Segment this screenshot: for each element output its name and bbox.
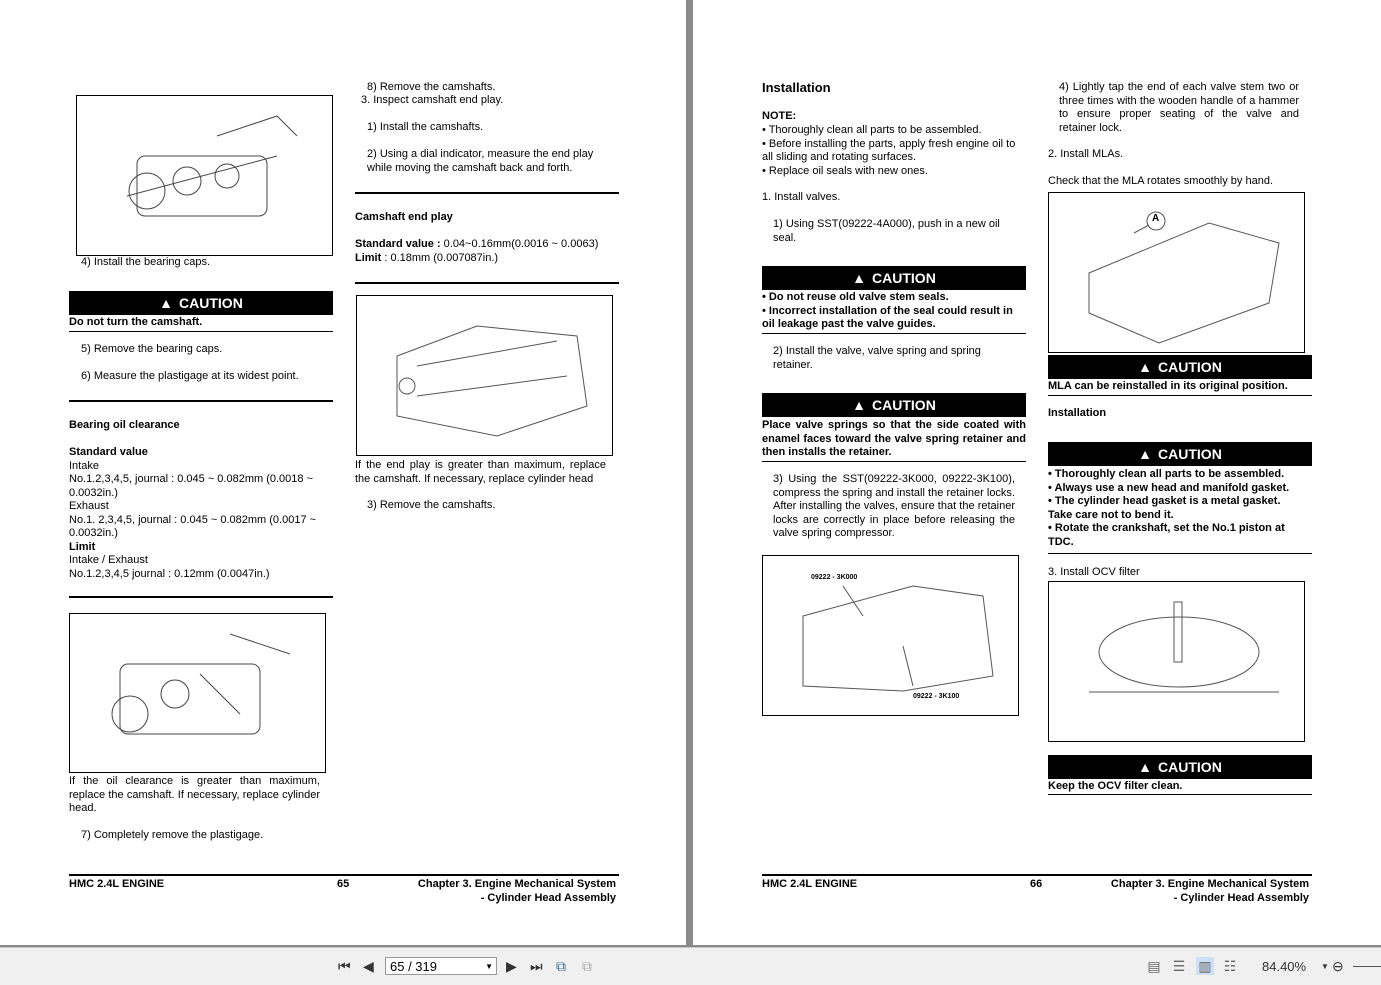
- divider: [69, 400, 333, 402]
- figure-label: A: [1152, 213, 1160, 224]
- divider: [1048, 553, 1312, 554]
- step-text: 8) Remove the camshafts.: [367, 81, 496, 93]
- figure-dial-indicator: [356, 295, 613, 456]
- zoom-out-icon[interactable]: ⊖: [1332, 958, 1344, 974]
- caution-banner: ▲ CAUTION: [1048, 355, 1312, 379]
- page-number-value: 65 / 319: [390, 959, 437, 974]
- spec-label: Intake / Exhaust: [69, 554, 148, 566]
- caution-banner: ▲ CAUTION: [1048, 755, 1312, 779]
- step-text: 2) Using a dial indicator, measure the end play while moving the camshaft back and forth.: [367, 148, 594, 174]
- paragraph: If the oil clearance is greater than maximum, replace the camshaft. If necessary, replace cylinder head.: [69, 775, 320, 814]
- paragraph: If the end play is greater than maximum, replace the camshaft. If necessary, replace cylinder head: [355, 459, 606, 485]
- spec-value: No.1.2,3,4,5, journal : 0.045 ~ 0.082mm (0.0018 ~ 0.0032in.): [69, 473, 313, 499]
- section-title: Installation: [1048, 407, 1107, 419]
- pdf-page-65: [0, 0, 686, 945]
- caution-line: • The cylinder head gasket is a metal gasket. Take care not to bend it.: [1048, 495, 1281, 521]
- last-page-icon[interactable]: ⏭: [530, 958, 543, 974]
- pdf-page-66: [693, 0, 1381, 945]
- page-number-input[interactable]: [385, 957, 497, 975]
- footer-chapter-line: Chapter 3. Engine Mechanical System: [1110, 878, 1309, 890]
- step-text: 1) Using SST(09222-4A000), push in a new oil seal.: [773, 218, 1000, 244]
- caution-line: • Always use a new head and manifold gasket.: [1048, 481, 1290, 494]
- caution-banner: ▲ CAUTION: [762, 393, 1026, 417]
- caution-line: • Thoroughly clean all parts to be assembled.: [1048, 468, 1285, 480]
- step-text: 4) Install the bearing caps.: [81, 256, 211, 268]
- caution-text: [762, 291, 1022, 332]
- continuous-view-icon[interactable]: ☰: [1172, 958, 1186, 974]
- step-text: 3. Install OCV filter: [1048, 566, 1140, 578]
- step-text: 1) Install the camshafts.: [367, 121, 484, 133]
- figure-label: 09222 - 3K000: [811, 574, 858, 581]
- divider: [1048, 395, 1312, 396]
- footer-chapter: [380, 877, 616, 905]
- single-page-view-icon[interactable]: ▤: [1147, 958, 1161, 974]
- step-text: 7) Completely remove the plastigage.: [81, 829, 264, 841]
- zoom-level[interactable]: 84.40%: [1262, 959, 1307, 974]
- spec-label: Exhaust: [69, 500, 109, 512]
- note-label: NOTE:: [762, 110, 797, 122]
- spec-label: Intake: [69, 459, 99, 472]
- caution-text: MLA can be reinstalled in its original position.: [1048, 380, 1288, 392]
- figure-valve-compressor: [762, 555, 1019, 716]
- caution-banner: ▲ CAUTION: [69, 291, 333, 315]
- zoom-dropdown-icon[interactable]: ▼: [1321, 962, 1329, 971]
- section-title: Camshaft end play: [355, 211, 453, 223]
- caution-text: Do not turn the camshaft.: [69, 316, 203, 328]
- caution-line: • Do not reuse old valve stem seals.: [762, 291, 949, 303]
- page-number: 65: [337, 878, 350, 890]
- figure-bearing-caps: [76, 95, 333, 256]
- warning-icon: ▲: [1138, 359, 1153, 375]
- note-item: • Before installing the parts, apply fresh engine oil to all sliding and rotating surfaces.: [762, 137, 1016, 163]
- chevron-down-icon[interactable]: ▼: [485, 962, 493, 971]
- caution-line: • Incorrect installation of the seal could result in oil leakage past the valve guides.: [762, 304, 1013, 330]
- next-view-icon[interactable]: ⧉: [582, 958, 592, 974]
- previous-page-icon[interactable]: ◀: [363, 958, 374, 974]
- spec-value: No.1.2,3,4,5 journal : 0.12mm (0.0047in.): [69, 567, 270, 580]
- caution-banner: ▲ CAUTION: [762, 266, 1026, 290]
- footer-title: HMC 2.4L ENGINE: [762, 878, 858, 890]
- section-title: Installation: [762, 80, 831, 95]
- divider: [1048, 794, 1312, 795]
- figure-plastigage: [69, 613, 326, 773]
- paragraph: Check that the MLA rotates smoothly by hand.: [1048, 175, 1274, 187]
- warning-icon: ▲: [159, 295, 174, 311]
- step-text: 1. Install valves.: [762, 191, 841, 203]
- divider: [762, 461, 1026, 462]
- figure-ocv-filter: [1048, 581, 1305, 742]
- warning-icon: ▲: [1138, 759, 1153, 775]
- divider: [762, 333, 1026, 334]
- figure-label: 09222 - 3K100: [913, 693, 960, 700]
- step-text: 3) Using the SST(09222-3K000, 09222-3K100), compress the spring and install the retainer locks. After installing the valves, ensure that the retainer locks are correctly in place before releasing the valve spring compressor.: [773, 473, 1015, 539]
- navigation-toolbar: [0, 947, 1381, 985]
- step-text: 2. Install MLAs.: [1048, 148, 1124, 160]
- footer-chapter: [1073, 877, 1309, 905]
- spec-block: [355, 238, 615, 265]
- warning-icon: ▲: [852, 397, 867, 413]
- spec-label: Limit: [355, 251, 382, 264]
- note-item: • Thoroughly clean all parts to be assembled.: [762, 124, 982, 136]
- page-number: 66: [1030, 878, 1043, 890]
- footer-chapter-line: - Cylinder Head Assembly: [1173, 892, 1309, 904]
- step-text: 3) Remove the camshafts.: [367, 499, 496, 511]
- spec-label: Standard value :: [355, 238, 441, 250]
- spec-value: No.1. 2,3,4,5, journal : 0.045 ~ 0.082mm (0.0017 ~ 0.0032in.): [69, 513, 317, 539]
- two-page-view-icon[interactable]: ▥: [1196, 957, 1214, 975]
- zoom-slider[interactable]: [1353, 966, 1381, 967]
- caution-text: [1048, 468, 1298, 549]
- spec-block: [69, 446, 329, 581]
- step-text: 2) Install the valve, valve spring and spring retainer.: [773, 345, 981, 371]
- step-text: 4) Lightly tap the end of each valve stem two or three times with the wooden handle of a hammer to ensure proper seating of the valve and retainer lock.: [1059, 81, 1299, 134]
- divider: [355, 282, 619, 284]
- warning-icon: ▲: [852, 270, 867, 286]
- spec-value: : 0.18mm (0.007087in.): [384, 251, 499, 264]
- caution-line: • Rotate the crankshaft, set the No.1 piston at TDC.: [1048, 522, 1285, 548]
- figure-mla: [1048, 192, 1305, 353]
- previous-view-icon[interactable]: ⧉: [556, 958, 566, 974]
- next-page-icon[interactable]: ▶: [506, 958, 517, 974]
- first-page-icon[interactable]: ⏮: [338, 958, 351, 974]
- note-list: [762, 124, 1018, 178]
- footer-divider: [69, 874, 619, 876]
- footer-chapter-line: - Cylinder Head Assembly: [480, 892, 616, 904]
- section-title: Bearing oil clearance: [69, 419, 180, 431]
- note-item: • Replace oil seals with new ones.: [762, 164, 928, 177]
- spec-value: 0.04~0.16mm(0.0016 ~ 0.0063): [443, 238, 599, 250]
- step-text: 3. Inspect camshaft end play.: [361, 94, 504, 106]
- warning-icon: ▲: [1138, 446, 1153, 462]
- spec-label: Limit: [69, 540, 96, 553]
- step-text: 6) Measure the plastigage at its widest point.: [81, 370, 299, 382]
- footer-divider: [762, 874, 1312, 876]
- step-text: 5) Remove the bearing caps.: [81, 343, 223, 355]
- divider: [69, 331, 333, 332]
- caution-banner: ▲ CAUTION: [1048, 442, 1312, 466]
- divider: [355, 192, 619, 194]
- caution-text: Place valve springs so that the side coated with enamel faces toward the valve spring retainer and then installs the retainer.: [762, 419, 1026, 458]
- footer-chapter-line: Chapter 3. Engine Mechanical System: [417, 878, 616, 890]
- divider: [69, 596, 333, 598]
- spec-label: Standard value: [69, 446, 148, 458]
- two-page-continuous-view-icon[interactable]: ☷: [1223, 958, 1237, 974]
- footer-title: HMC 2.4L ENGINE: [69, 878, 165, 890]
- caution-text: Keep the OCV filter clean.: [1048, 780, 1183, 792]
